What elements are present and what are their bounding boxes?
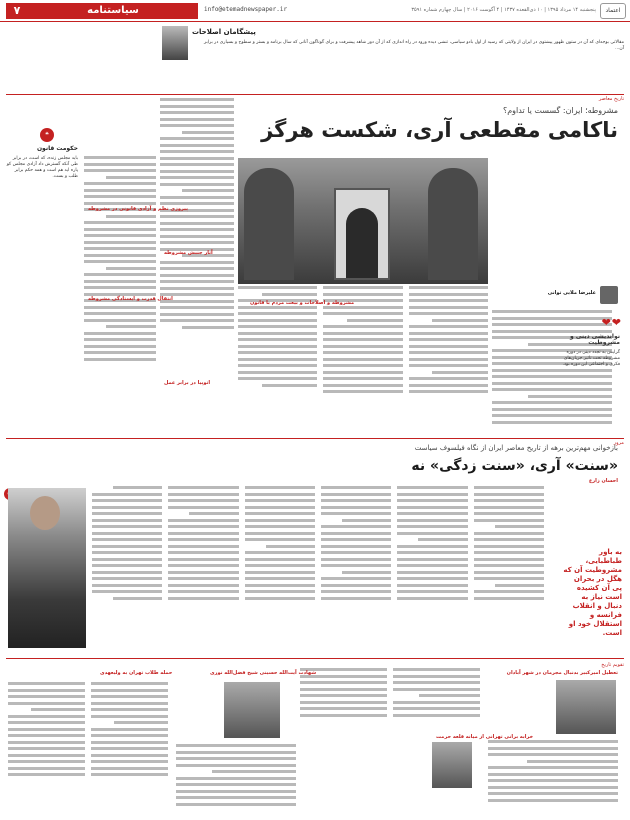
bottom-body — [488, 740, 618, 812]
bottom-item-title: حمله طلاب تهران به ولیعهدی — [100, 670, 173, 676]
pull-quote: به باور طباطبایی، مشروطیت آن که هگل در بحران پی آن کشیده است نیاز به دنبال و انقلاب فرانسه و استقلال خود او است. — [563, 548, 622, 637]
subhead: انتقال قدرت و ایستادگی مشروطه — [88, 296, 173, 302]
sidebar-right-body: گرایش به تجدد دینی در دوره مشروطه تحت تاثیر جریان‌های فکری و اجتماعی این دوره بود. — [562, 350, 620, 367]
editorial-author-photo — [162, 26, 188, 60]
story1-headline: ناکامی مقطعی آری، شکست هرگز — [261, 118, 618, 142]
sidebar-left-body: باید مجلس زنده، که است، در برابر طی آنکه گسترش داد آزادی مجلس کو پاره اید هم است و همه حکم برابر طلب و بست. — [6, 156, 78, 179]
badge-icon: ❝ — [40, 128, 54, 142]
tree-shape — [244, 168, 294, 280]
story2-body — [92, 486, 544, 654]
author-name: علیرضا ملایی توانی — [547, 290, 596, 296]
bottom-item-title: شهادت آیت‌الله حسینی شیخ فضل‌الله نوری — [210, 670, 317, 676]
story2-headline: «سنت» آری، «سنت زدگی» نه — [411, 458, 618, 474]
editorial-box — [6, 26, 624, 66]
portrait-head — [30, 496, 60, 530]
contact-email[interactable]: info@etemadnewspaper.ir — [204, 6, 288, 13]
bottom-body — [8, 682, 168, 812]
subhead: مشروطه و اصلاحات و بیعت مردم با قانون — [250, 300, 355, 306]
bottom-body — [176, 744, 296, 814]
heart-icon: ❤❤ — [601, 316, 622, 329]
story1-kicker: مشروطه؛ ایران: گسست یا تداوم؟ — [502, 106, 618, 115]
divider — [6, 438, 624, 439]
author-photo — [600, 286, 618, 304]
newspaper-logo: اعتماد — [600, 3, 626, 19]
sidebar-left-title: حکومت قانون — [36, 145, 78, 152]
subhead: آثار جنبش مشروطه — [164, 250, 213, 256]
arch-shape — [346, 208, 378, 278]
story1-byline — [518, 286, 618, 306]
section-title: سیاستنامه — [28, 3, 198, 19]
sidebar-right-title: نواندیشی دینی و مشروطیت — [570, 333, 620, 346]
section-tag: مرور — [613, 440, 624, 446]
divider — [6, 658, 624, 659]
dateline: پنجشنبه ۱۴ مرداد ۱۳۹۵ | ۱۰ ذی‌القعده ۱۴۳۷ | ۴ آگوست ۲۰۱۶ | سال چهارم شماره ۳۵۹۱ — [411, 7, 596, 13]
page-header — [0, 0, 630, 22]
story2-kicker: بازخوانی مهم‌ترین برهه از تاریخ معاصر ایران از نگاه فیلسوف سیاست — [414, 444, 618, 452]
story2-author: احسان زارع — [588, 478, 618, 484]
sidebar-left — [6, 146, 78, 180]
bottom-body — [300, 668, 480, 730]
story1-body — [492, 310, 612, 436]
bottom-photo — [556, 680, 616, 734]
subhead: اتوپیا در برابر عمل — [164, 380, 211, 386]
section-tag: تاریخ معاصر — [598, 96, 624, 102]
bottom-item-title: تعطیل امیرکبیر بدنبال مجرمان در شهر آبادان — [506, 670, 618, 676]
story1-body — [238, 286, 488, 436]
historic-building-photo — [238, 158, 488, 284]
editorial-text: مقالاتی بوجه‌ای که آن در ستون ظهور پیشتوی در ایران از ولایتی که رسید از اول بادو سیاسی، تنشی دیده ورود در راه اندازی که از آن دور شاهد پیشرفت و برای گوناگون آنانی که سال برنامه و بستر و سطوح و بسیاری در برابر آن... — [204, 40, 624, 51]
portrait-photo — [8, 488, 86, 648]
editorial-label: پیشگامان اصلاحات — [192, 28, 256, 36]
bottom-photo — [432, 742, 472, 788]
bottom-photo — [224, 682, 280, 738]
divider — [6, 94, 624, 95]
subhead: پیروزی نظم و آزادی قانونی در مشروطه — [88, 206, 188, 212]
tree-shape — [428, 168, 478, 280]
sidebar-right — [556, 334, 620, 368]
section-tag: تقویم تاریخ — [601, 662, 624, 668]
bottom-item-title: خرابه برانی تهرانی از میانه قلعه حرمت — [436, 734, 534, 740]
page-number: ۷ — [6, 3, 28, 19]
